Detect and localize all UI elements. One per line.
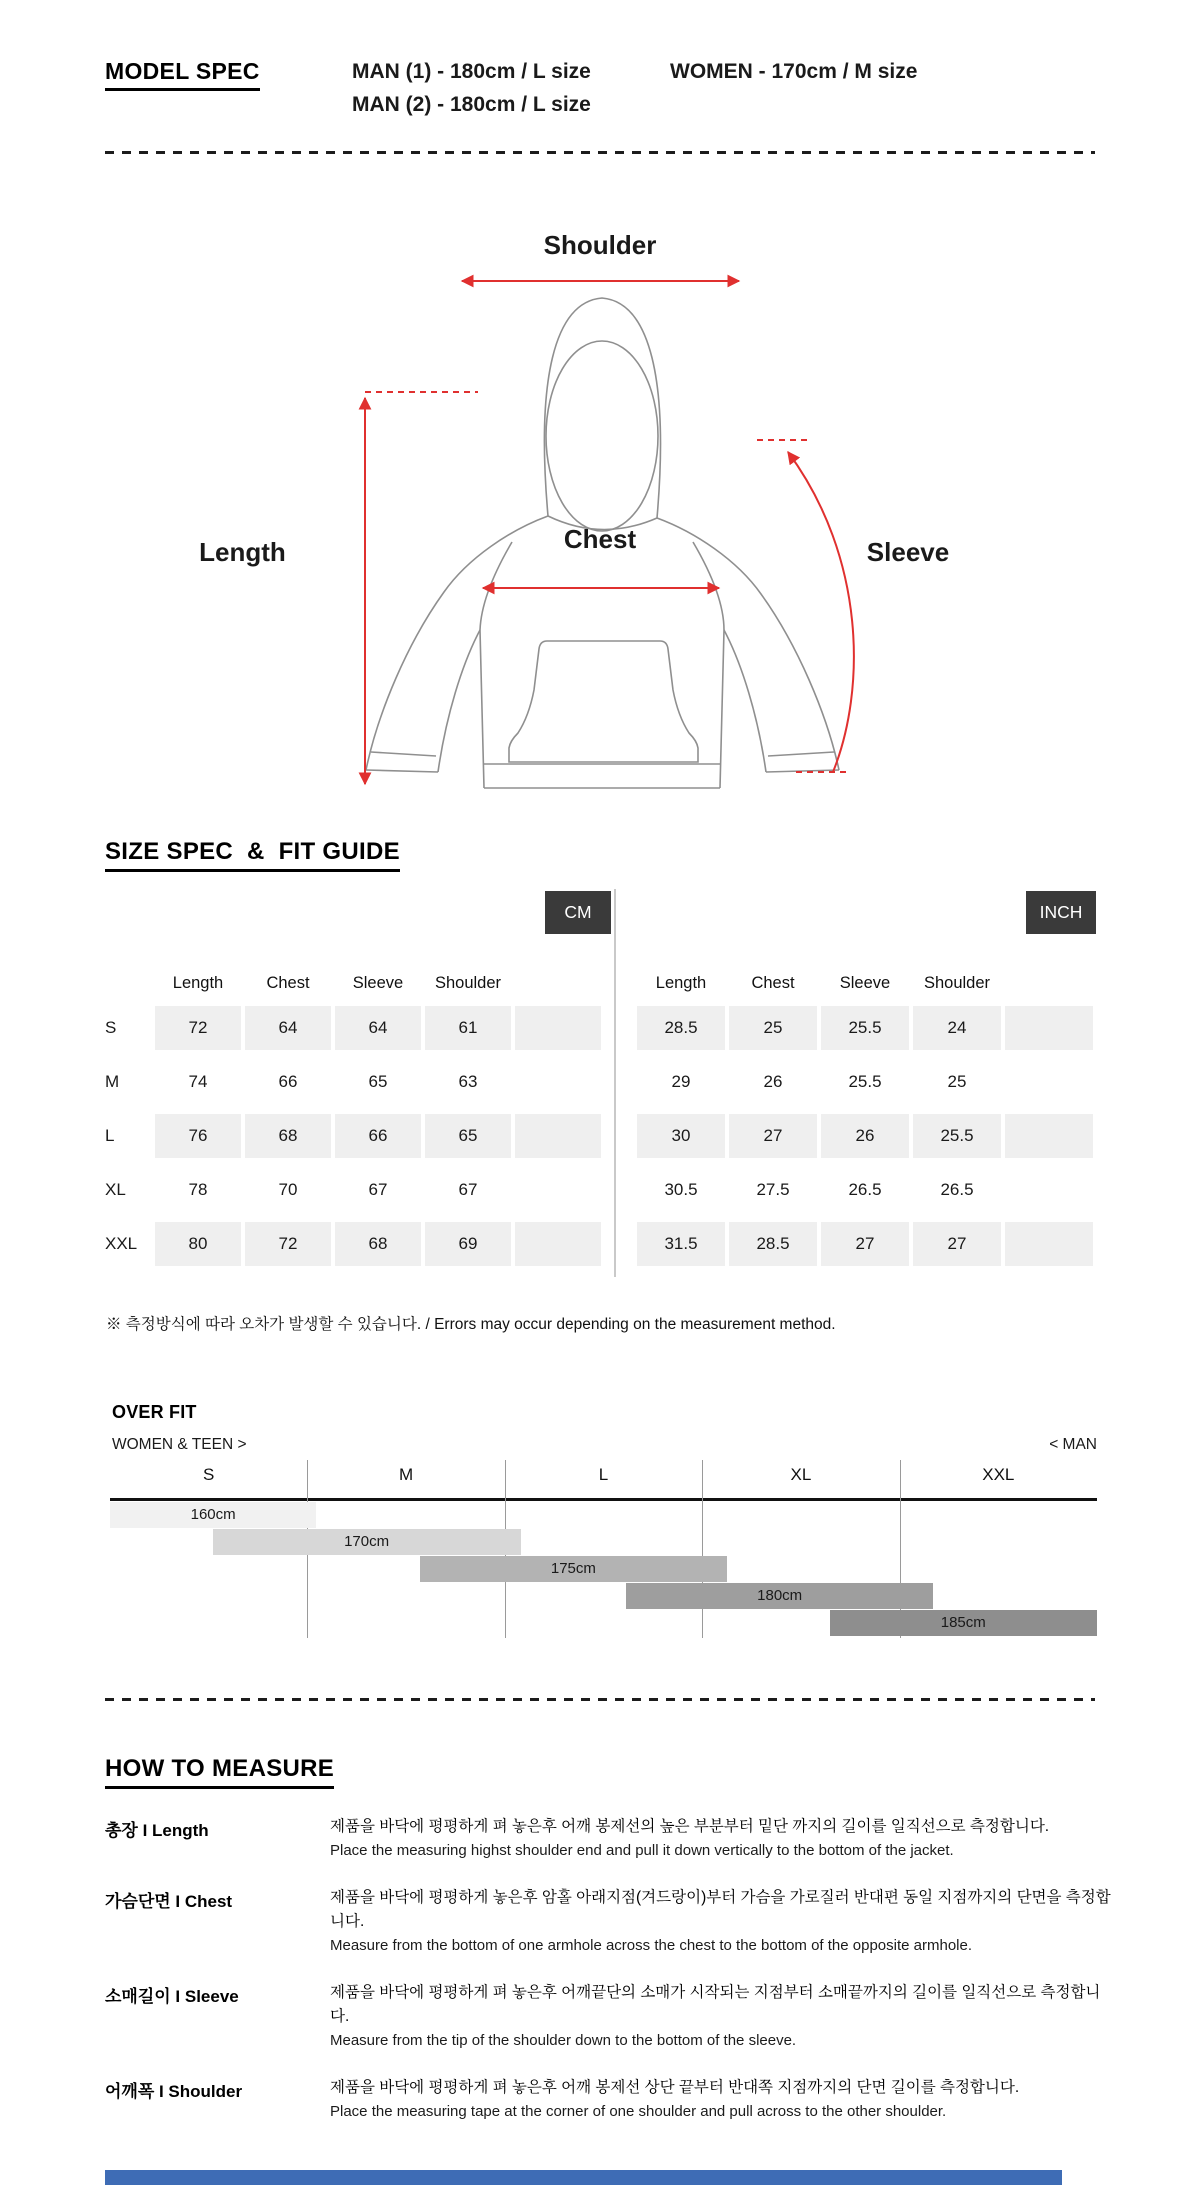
fit-size-header: XXL <box>982 1465 1015 1484</box>
column-header: Shoulder <box>434 974 502 992</box>
measure-label: 어깨폭 I Shoulder <box>105 2082 243 2101</box>
fit-bar: 170cm <box>213 1529 521 1555</box>
size-value-cell: 61 <box>425 1006 511 1050</box>
size-empty-cell <box>1005 1114 1093 1158</box>
column-header: Shoulder <box>923 974 991 992</box>
size-value-cell: 30.5 <box>664 1180 698 1199</box>
model-spec-title: MODEL SPEC <box>105 58 260 91</box>
measure-description-kr: 제품을 바닥에 평평하게 펴 놓은후 어깨 봉제선 상단 끝부터 반대쪽 지점까지의 단면 길이를 측정합니다. <box>330 2079 1020 2096</box>
size-value-cell: 28.5 <box>637 1006 725 1050</box>
measure-label: 총장 I Length <box>105 1821 209 1840</box>
left-cuff <box>366 752 438 772</box>
size-value-cell: 72 <box>155 1006 241 1050</box>
column-header-empty <box>515 970 601 996</box>
table-corner <box>105 970 151 996</box>
measure-label: 가슴단면 I Chest <box>105 1892 233 1911</box>
measure-description-en: Place the measuring highst shoulder end and pull it down vertically to the bottom of the jacket. <box>330 1842 954 1859</box>
fit-chart <box>110 1460 1097 1638</box>
chest-label: Chest <box>563 524 637 554</box>
hem-band <box>484 764 720 788</box>
measure-description <box>330 2076 1019 2124</box>
how-to-measure-title: HOW TO MEASURE <box>105 1755 334 1789</box>
right-cuff <box>766 752 839 772</box>
measure-row <box>105 1815 1115 1863</box>
measure-description-en: Measure from the tip of the shoulder down to the bottom of the sleeve. <box>330 2032 797 2049</box>
size-value-cell: 69 <box>425 1222 511 1266</box>
fit-chart-divider <box>702 1460 703 1638</box>
measure-row <box>105 2076 1115 2124</box>
fit-bar: 185cm <box>830 1610 1097 1636</box>
size-row-label: XXL <box>105 1234 138 1253</box>
size-spec-title-wrap <box>105 838 400 872</box>
size-value-cell: 25.5 <box>848 1072 882 1091</box>
how-to-measure-title-wrap <box>105 1755 334 1789</box>
size-value-cell: 78 <box>188 1180 208 1199</box>
measure-description-kr: 제품을 바닥에 평평하게 펴 놓은후 어깨끝단의 소매가 시작되는 지점부터 소매끝까지의 길이를 일직선으로 측정합니다. <box>330 1984 1101 2025</box>
measure-rows <box>105 1815 1115 2147</box>
fit-guide-title: OVER FIT <box>112 1402 197 1422</box>
size-row-label: M <box>105 1072 120 1091</box>
measure-row <box>105 1886 1115 1958</box>
model-spec-women: WOMEN - 170cm / M size <box>670 60 918 83</box>
measure-label: 소매길이 I Sleeve <box>105 1987 239 2006</box>
size-empty-cell <box>515 1006 601 1050</box>
column-header: Chest <box>751 974 795 992</box>
bottom-banner-strip <box>105 2170 1062 2185</box>
size-row-label: L <box>105 1126 115 1145</box>
model-spec-man2: MAN (2) - 180cm / L size <box>352 93 591 116</box>
size-empty-cell <box>1005 1168 1093 1212</box>
size-value-cell: 74 <box>188 1072 208 1091</box>
size-value-cell: 25.5 <box>821 1006 909 1050</box>
fit-bar: 180cm <box>626 1583 933 1609</box>
cm-unit-badge: CM <box>545 891 611 934</box>
column-header: Chest <box>266 974 310 992</box>
size-empty-cell <box>515 1060 601 1104</box>
measure-description-en: Place the measuring tape at the corner of one shoulder and pull across to the other shoulder. <box>330 2103 947 2120</box>
measure-description <box>330 1981 1115 2053</box>
size-value-cell: 25.5 <box>913 1114 1001 1158</box>
size-value-cell: 26 <box>763 1072 783 1091</box>
size-value-cell: 25 <box>947 1072 967 1091</box>
hood-opening-outline <box>546 341 658 531</box>
sleeve-label: Sleeve <box>866 537 950 567</box>
size-empty-cell <box>515 1114 601 1158</box>
shoulder-label: Shoulder <box>543 230 657 260</box>
fit-size-header: XL <box>790 1465 812 1484</box>
dashed-divider-bottom <box>105 1698 1095 1701</box>
column-header: Length <box>172 974 224 992</box>
size-value-cell: 67 <box>368 1180 388 1199</box>
size-value-cell: 31.5 <box>637 1222 725 1266</box>
size-value-cell: 68 <box>335 1222 421 1266</box>
size-value-cell: 24 <box>913 1006 1001 1050</box>
fit-guide-right-label: < MAN <box>1049 1436 1097 1453</box>
column-header: Length <box>655 974 707 992</box>
model-spec-man1: MAN (1) - 180cm / L size <box>352 60 591 83</box>
inch-unit-badge: INCH <box>1026 891 1096 934</box>
size-empty-cell <box>1005 1222 1093 1266</box>
size-value-cell: 26.5 <box>848 1180 882 1199</box>
fit-size-header: L <box>598 1465 609 1484</box>
length-label: Length <box>199 537 286 567</box>
size-empty-cell <box>515 1168 601 1212</box>
size-row-label: S <box>105 1018 117 1037</box>
size-value-cell: 76 <box>155 1114 241 1158</box>
fit-size-header: M <box>399 1465 414 1484</box>
size-spec-title: SIZE SPEC & FIT GUIDE <box>105 838 400 872</box>
inch-size-table <box>637 970 1093 1266</box>
size-value-cell: 65 <box>425 1114 511 1158</box>
size-value-cell: 72 <box>245 1222 331 1266</box>
size-value-cell: 26 <box>821 1114 909 1158</box>
size-value-cell: 64 <box>335 1006 421 1050</box>
fit-size-header: S <box>203 1465 215 1484</box>
fit-chart-baseline <box>110 1498 1097 1501</box>
column-header: Sleeve <box>352 974 404 992</box>
size-value-cell: 27 <box>821 1222 909 1266</box>
measurement-note: ※ 측정방식에 따라 오차가 발생할 수 있습니다. / Errors may occur depending on the measurement method. <box>106 1316 836 1333</box>
left-armhole-seam <box>480 542 512 630</box>
left-sleeve-inner-seam <box>438 630 480 772</box>
size-empty-cell <box>515 1222 601 1266</box>
size-empty-cell <box>1005 1060 1093 1104</box>
cm-size-table <box>105 970 601 1266</box>
size-value-cell: 29 <box>671 1072 691 1091</box>
size-value-cell: 68 <box>245 1114 331 1158</box>
size-value-cell: 27 <box>913 1222 1001 1266</box>
measure-row <box>105 1981 1115 2053</box>
kangaroo-pocket-outline <box>509 641 698 762</box>
measure-description-kr: 제품을 바닥에 평평하게 놓은후 암홀 아래지점(겨드랑이)부터 가슴을 가로질러 반대편 동일 지점까지의 단면을 측정합니다. <box>330 1889 1111 1930</box>
size-value-cell: 30 <box>637 1114 725 1158</box>
column-header: Sleeve <box>839 974 891 992</box>
measure-description-en: Measure from the bottom of one armhole across the chest to the bottom of the opposite armhole. <box>330 1937 973 1954</box>
size-value-cell: 67 <box>458 1180 478 1199</box>
right-body-side <box>720 630 724 788</box>
right-sleeve-outline <box>657 518 839 770</box>
measure-description-kr: 제품을 바닥에 평평하게 펴 놓은후 어깨 봉제선의 높은 부분부터 밑단 까지의 길이를 일직선으로 측정합니다. <box>330 1818 1050 1835</box>
size-value-cell: 27.5 <box>756 1180 790 1199</box>
measure-description <box>330 1886 1115 1958</box>
size-value-cell: 66 <box>278 1072 298 1091</box>
fit-bar: 175cm <box>420 1556 727 1582</box>
size-value-cell: 28.5 <box>729 1222 817 1266</box>
right-sleeve-inner-seam <box>724 630 766 772</box>
size-value-cell: 27 <box>729 1114 817 1158</box>
size-value-cell: 65 <box>368 1072 388 1091</box>
size-value-cell: 70 <box>278 1180 298 1199</box>
left-body-side <box>480 630 484 788</box>
fit-bar: 160cm <box>110 1502 316 1528</box>
size-value-cell: 66 <box>335 1114 421 1158</box>
size-value-cell: 80 <box>155 1222 241 1266</box>
size-value-cell: 64 <box>245 1006 331 1050</box>
fit-guide-left-label: WOMEN & TEEN > <box>112 1436 247 1453</box>
right-armhole-seam <box>693 542 724 630</box>
size-row-label: XL <box>105 1180 126 1199</box>
size-empty-cell <box>1005 1006 1093 1050</box>
column-header-empty <box>1005 970 1093 996</box>
size-value-cell: 25 <box>729 1006 817 1050</box>
measure-description <box>330 1815 1049 1863</box>
fit-chart-size-headers <box>110 1460 1097 1496</box>
size-value-cell: 26.5 <box>940 1180 974 1199</box>
size-value-cell: 63 <box>458 1072 478 1091</box>
table-vertical-divider <box>614 889 616 1277</box>
sleeve-curve-arrow <box>788 452 854 772</box>
